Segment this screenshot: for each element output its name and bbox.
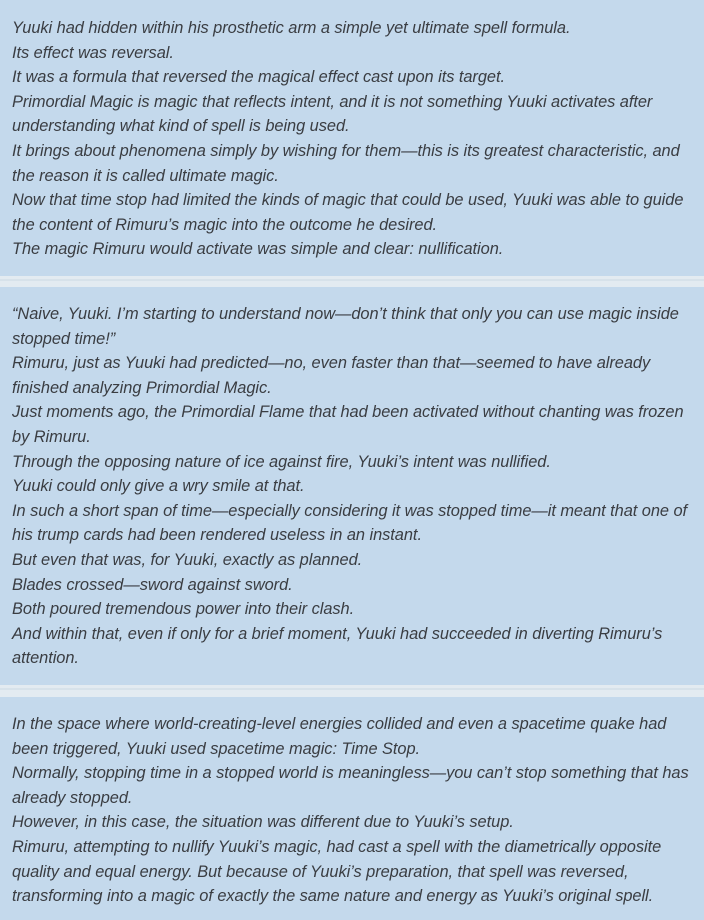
text-section-1 (0, 0, 704, 276)
section-divider (0, 688, 704, 690)
paragraph: Through the opposing nature of ice against fire, Yuuki’s intent was nullified. (12, 452, 551, 471)
paragraph: Blades crossed—sword against sword. (12, 575, 293, 594)
paragraph: And within that, even if only for a brief moment, Yuuki had succeeded in diverting Rimuru’s attention. (12, 624, 663, 668)
text-section-2 (0, 287, 704, 685)
paragraph: Both poured tremendous power into their clash. (12, 600, 355, 619)
text-section-3 (0, 697, 704, 920)
paragraph: However, in this case, the situation was different due to Yuuki’s setup. (12, 813, 514, 832)
paragraph: Primordial Magic is magic that reflects intent, and it is not something Yuuki activates after understanding what kind of spell is being used. (12, 92, 653, 136)
paragraph: It brings about phenomena simply by wishing for them—this is its greatest characteristic, and the reason it is called ultimate magic. (12, 141, 680, 185)
paragraph: Normally, stopping time in a stopped world is meaningless—you can’t stop something that has already stopped. (12, 764, 689, 807)
paragraph: “Naive, Yuuki. I’m starting to understand now—don’t think that only you can use magic inside stopped time!” (12, 305, 679, 348)
paragraph: Just moments ago, the Primordial Flame that had been activated without chanting was frozen by Rimuru. (12, 403, 684, 446)
paragraph: Yuuki could only give a wry smile at that. (12, 477, 305, 496)
paragraph: Now that time stop had limited the kinds of magic that could be used, Yuuki was able to guide the content of Rimuru’s magic into the outcome he desired. (12, 191, 684, 234)
paragraph: The magic Rimuru would activate was simple and clear: nullification. (12, 240, 504, 259)
paragraph: In such a short span of time—especially considering it was stopped time—it meant that one of his trump cards had been rendered useless in an instant. (12, 501, 688, 545)
paragraph: Rimuru, attempting to nullify Yuuki’s magic, had cast a spell with the diametrically opposite quality and equal energy. But because of Yuuki’s preparation, that spell was reversed, transforming into a magic of exactly the same nature and energy as Yuuki’s original spell. (12, 837, 662, 906)
paragraph: Yuuki had hidden within his prosthetic arm a simple yet ultimate spell formula. (12, 19, 571, 37)
section-divider (0, 279, 704, 281)
paragraph: In the space where world-creating-level energies collided and even a spacetime quake had been triggered, Yuuki used spacetime magic: Time Stop. (12, 715, 667, 758)
paragraph: It was a formula that reversed the magical effect cast upon its target. (12, 68, 505, 87)
paragraph: But even that was, for Yuuki, exactly as planned. (12, 550, 363, 569)
paragraph: Rimuru, just as Yuuki had predicted—no, even faster than that—seemed to have already finished analyzing Primordial Magic. (12, 354, 651, 397)
paragraph: Its effect was reversal. (12, 43, 174, 62)
